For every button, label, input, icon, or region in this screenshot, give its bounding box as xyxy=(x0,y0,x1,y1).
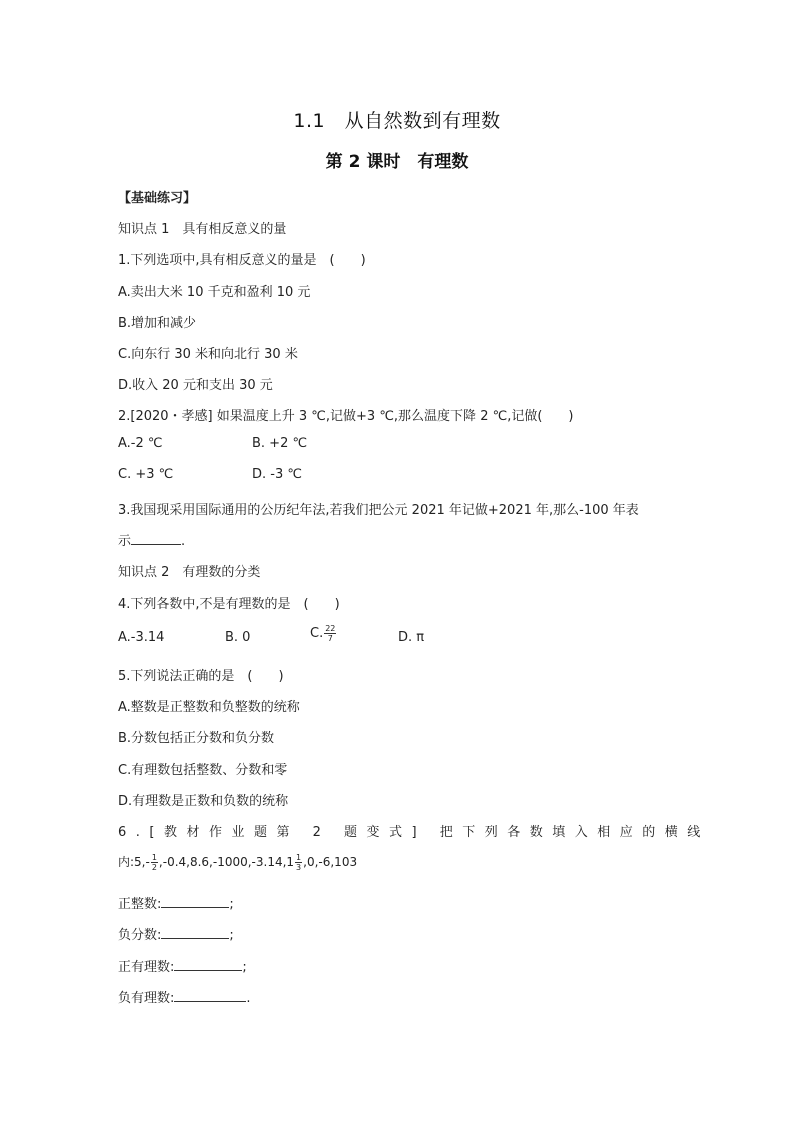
answer-blank[interactable] xyxy=(161,895,229,908)
fraction-numerator: 1 xyxy=(151,853,157,862)
question-4-option-c-label: C. xyxy=(310,626,324,641)
question-3-prefix: 示 xyxy=(118,534,132,549)
question-2-stem: 2.[2020・孝感] 如果温度上升 3 ℃,记做+3 ℃,那么温度下降 2 ℃,记做( ) xyxy=(118,409,574,424)
question-1-option-b: B.增加和减少 xyxy=(118,316,197,331)
number-list-start: 内:5,- xyxy=(118,855,150,869)
category-label: 负有理数: xyxy=(118,991,175,1006)
question-4-option-a: A.-3.14 xyxy=(118,630,165,645)
number-list-middle: ,-0.4,8.6,-1000,-3.14,1 xyxy=(158,855,295,869)
question-2-option-c: C. +3 ℃ xyxy=(118,467,174,482)
punctuation: ; xyxy=(242,960,247,975)
question-4-stem: 4.下列各数中,不是有理数的是 ( ) xyxy=(118,597,340,612)
question-4-option-c xyxy=(310,624,337,643)
question-5-option-b: B.分数包括正分数和负分数 xyxy=(118,731,275,746)
question-5-option-d: D.有理数是正数和负数的统称 xyxy=(118,794,289,809)
question-3-line-1: 3.我国现采用国际通用的公历纪年法,若我们把公元 2021 年记做+2021 年,那么-100 年表 xyxy=(118,503,639,518)
section-heading: 【基础练习】 xyxy=(118,191,197,206)
punctuation: . xyxy=(246,991,251,1006)
fraction-denominator: 7 xyxy=(327,634,333,643)
category-label: 正有理数: xyxy=(118,960,175,975)
punctuation: ; xyxy=(229,897,234,912)
question-5-option-a: A.整数是正整数和负整数的统称 xyxy=(118,700,300,715)
question-2-option-d: D. -3 ℃ xyxy=(252,467,302,482)
category-positive-integers xyxy=(118,893,234,912)
fraction-numerator: 1 xyxy=(296,853,302,862)
category-negative-rationals xyxy=(118,987,251,1006)
question-6-line-1 xyxy=(118,821,710,840)
category-negative-fractions xyxy=(118,924,234,943)
fraction-denominator: 3 xyxy=(296,863,302,872)
question-1-option-a: A.卖出大米 10 千克和盈利 10 元 xyxy=(118,285,311,300)
question-3-line-2 xyxy=(118,530,185,549)
question-4-option-b: B. 0 xyxy=(225,630,251,645)
question-5-option-c: C.有理数包括整数、分数和零 xyxy=(118,763,288,778)
question-2-option-b: B. +2 ℃ xyxy=(252,436,308,451)
question-3-suffix: . xyxy=(181,534,186,549)
fraction xyxy=(295,853,302,872)
knowledge-point-1: 知识点 1 具有相反意义的量 xyxy=(118,222,287,237)
category-label: 负分数: xyxy=(118,928,162,943)
question-1-stem: 1.下列选项中,具有相反意义的量是 ( ) xyxy=(118,253,366,268)
punctuation: ; xyxy=(229,928,234,943)
question-5-stem: 5.下列说法正确的是 ( ) xyxy=(118,669,284,684)
question-2-option-a: A.-2 ℃ xyxy=(118,436,163,451)
question-6-line-2 xyxy=(118,853,357,872)
number-list-end: ,0,-6,103 xyxy=(303,855,358,869)
fraction-numerator: 22 xyxy=(325,624,336,633)
lesson-title: 1.1 从自然数到有理数 xyxy=(293,110,501,132)
knowledge-point-2: 知识点 2 有理数的分类 xyxy=(118,565,261,580)
answer-blank[interactable] xyxy=(131,532,181,545)
question-1-option-d: D.收入 20 元和支出 30 元 xyxy=(118,378,273,393)
answer-blank[interactable] xyxy=(161,926,229,939)
lesson-subtitle: 第 2 课时 有理数 xyxy=(325,152,469,172)
fraction xyxy=(151,853,158,872)
answer-blank[interactable] xyxy=(174,958,242,971)
category-label: 正整数: xyxy=(118,897,162,912)
category-positive-rationals xyxy=(118,956,247,975)
fraction-denominator: 2 xyxy=(151,863,157,872)
question-6-stem: 6.[教材作业题第 2 题变式] 把下列各数填入相应的横线 xyxy=(118,825,710,840)
question-1-option-c: C.向东行 30 米和向北行 30 米 xyxy=(118,347,298,362)
question-4-option-d: D. π xyxy=(398,630,425,645)
answer-blank[interactable] xyxy=(174,989,246,1002)
fraction xyxy=(324,624,336,643)
